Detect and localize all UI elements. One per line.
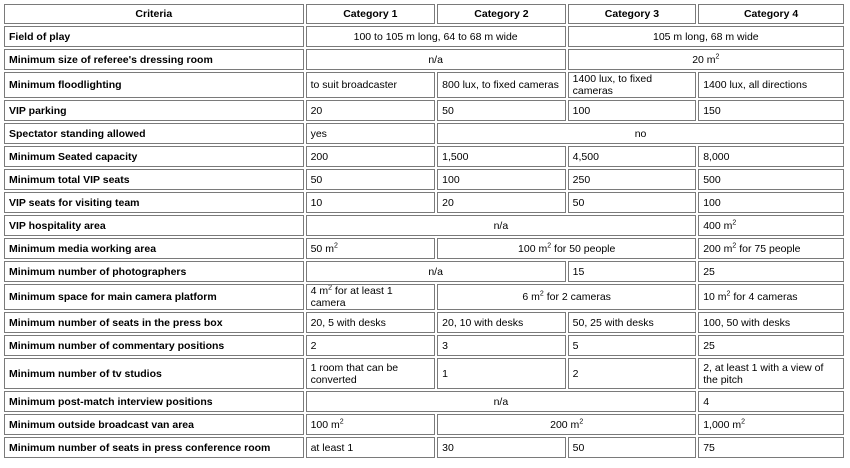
- superscript: 2: [539, 290, 544, 298]
- superscript: 2: [579, 418, 584, 425]
- criteria-label: VIP hospitality area: [4, 215, 304, 236]
- value-cell: 100, 50 with desks: [698, 312, 844, 333]
- criteria-label: Minimum number of seats in press conference room: [4, 437, 304, 458]
- value-cell: 4 $m^2$ for at least 1 camera: [306, 284, 436, 310]
- value-cell: 800 lux, to fixed cameras: [437, 72, 566, 98]
- table-row: [4, 261, 844, 282]
- value-cell: 250: [568, 169, 697, 190]
- criteria-label: Minimum floodlighting: [4, 72, 304, 98]
- table-row: [4, 414, 844, 435]
- value-cell: 200 $m^2$: [437, 414, 696, 435]
- value-cell: 20: [437, 192, 566, 213]
- superscript: 2: [715, 53, 720, 60]
- superscript: 2: [339, 418, 344, 425]
- table-row: [4, 100, 844, 121]
- criteria-label: Minimum media working area: [4, 238, 304, 259]
- table-body: [4, 26, 844, 458]
- value-cell: 20, 10 with desks: [437, 312, 566, 333]
- header-category-1: Category 1: [306, 4, 436, 24]
- criteria-label: Minimum number of seats in the press box: [4, 312, 304, 333]
- value-cell: 50: [306, 169, 436, 190]
- value-cell: 1,000 $m^2$: [698, 414, 844, 435]
- value-cell: 20: [306, 100, 436, 121]
- value-cell: 8,000: [698, 146, 844, 167]
- value-cell: 200: [306, 146, 436, 167]
- table-row: [4, 391, 844, 412]
- value-cell: no: [437, 123, 844, 144]
- header-category-4: Category 4: [698, 4, 844, 24]
- value-cell: yes: [306, 123, 436, 144]
- superscript: 2: [328, 284, 333, 292]
- criteria-label: Minimum number of commentary positions: [4, 335, 304, 356]
- value-cell: 25: [698, 335, 844, 356]
- superscript: 2: [732, 242, 737, 249]
- value-cell: 400 $m^2$: [698, 215, 844, 236]
- header-category-2: Category 2: [437, 4, 566, 24]
- value-cell: 20 $m^2$: [568, 49, 844, 70]
- table-row: [4, 169, 844, 190]
- table-row: [4, 215, 844, 236]
- criteria-label: Minimum number of photographers: [4, 261, 304, 282]
- value-cell: to suit broadcaster: [306, 72, 436, 98]
- criteria-label: Minimum Seated capacity: [4, 146, 304, 167]
- superscript: 2: [547, 242, 552, 249]
- value-cell: 100: [698, 192, 844, 213]
- value-cell: 50: [568, 437, 697, 458]
- value-cell: 105 m long, 68 m wide: [568, 26, 844, 47]
- value-cell: 1400 lux, to fixed cameras: [568, 72, 697, 98]
- superscript: 2: [333, 242, 338, 249]
- value-cell: 75: [698, 437, 844, 458]
- table-row: [4, 49, 844, 70]
- criteria-label: VIP parking: [4, 100, 304, 121]
- table-row: [4, 312, 844, 333]
- header-row: [4, 4, 844, 24]
- value-cell: n/a: [306, 215, 697, 236]
- value-cell: 3: [437, 335, 566, 356]
- table-row: [4, 284, 844, 310]
- table-row: [4, 358, 844, 389]
- header-criteria: Criteria: [4, 4, 304, 24]
- criteria-label: VIP seats for visiting team: [4, 192, 304, 213]
- value-cell: 2: [568, 358, 697, 389]
- superscript: 2: [726, 290, 731, 298]
- criteria-label: Minimum post-match interview positions: [4, 391, 304, 412]
- criteria-label: Field of play: [4, 26, 304, 47]
- value-cell: 50: [568, 192, 697, 213]
- value-cell: 4: [698, 391, 844, 412]
- table-row: [4, 335, 844, 356]
- value-cell: 50: [437, 100, 566, 121]
- header-category-3: Category 3: [568, 4, 697, 24]
- value-cell: 200 $m^2$ for 75 people: [698, 238, 844, 259]
- table-row: [4, 238, 844, 259]
- value-cell: 50 $m^2$: [306, 238, 436, 259]
- table-row: [4, 146, 844, 167]
- value-cell: 6 $m^2$ for 2 cameras: [437, 284, 696, 310]
- value-cell: 20, 5 with desks: [306, 312, 436, 333]
- value-cell: 2, at least 1 with a view of the pitch: [698, 358, 844, 389]
- value-cell: 5: [568, 335, 697, 356]
- criteria-label: Minimum size of referee's dressing room: [4, 49, 304, 70]
- value-cell: 1400 lux, all directions: [698, 72, 844, 98]
- table-row: [4, 437, 844, 458]
- value-cell: 1: [437, 358, 566, 389]
- value-cell: n/a: [306, 49, 566, 70]
- table-row: [4, 26, 844, 47]
- value-cell: 100 $m^2$: [306, 414, 436, 435]
- value-cell: 100: [437, 169, 566, 190]
- criteria-label: Minimum space for main camera platform: [4, 284, 304, 310]
- value-cell: 15: [568, 261, 697, 282]
- table-row: [4, 192, 844, 213]
- value-cell: 4,500: [568, 146, 697, 167]
- criteria-label: Minimum number of tv studios: [4, 358, 304, 389]
- value-cell: n/a: [306, 391, 697, 412]
- superscript: 2: [741, 418, 746, 425]
- value-cell: 100: [568, 100, 697, 121]
- value-cell: n/a: [306, 261, 566, 282]
- value-cell: 10: [306, 192, 436, 213]
- criteria-label: Minimum total VIP seats: [4, 169, 304, 190]
- value-cell: 25: [698, 261, 844, 282]
- table-row: [4, 123, 844, 144]
- value-cell: 30: [437, 437, 566, 458]
- superscript: 2: [732, 219, 737, 226]
- value-cell: 1 room that can be converted: [306, 358, 436, 389]
- value-cell: 2: [306, 335, 436, 356]
- value-cell: 500: [698, 169, 844, 190]
- stadium-criteria-table: [2, 2, 846, 460]
- table-row: [4, 72, 844, 98]
- value-cell: at least 1: [306, 437, 436, 458]
- value-cell: 100 $m^2$ for 50 people: [437, 238, 696, 259]
- value-cell: 50, 25 with desks: [568, 312, 697, 333]
- value-cell: 10 $m^2$ for 4 cameras: [698, 284, 844, 310]
- value-cell: 1,500: [437, 146, 566, 167]
- value-cell: 100 to 105 m long, 64 to 68 m wide: [306, 26, 566, 47]
- criteria-label: Minimum outside broadcast van area: [4, 414, 304, 435]
- criteria-label: Spectator standing allowed: [4, 123, 304, 144]
- value-cell: 150: [698, 100, 844, 121]
